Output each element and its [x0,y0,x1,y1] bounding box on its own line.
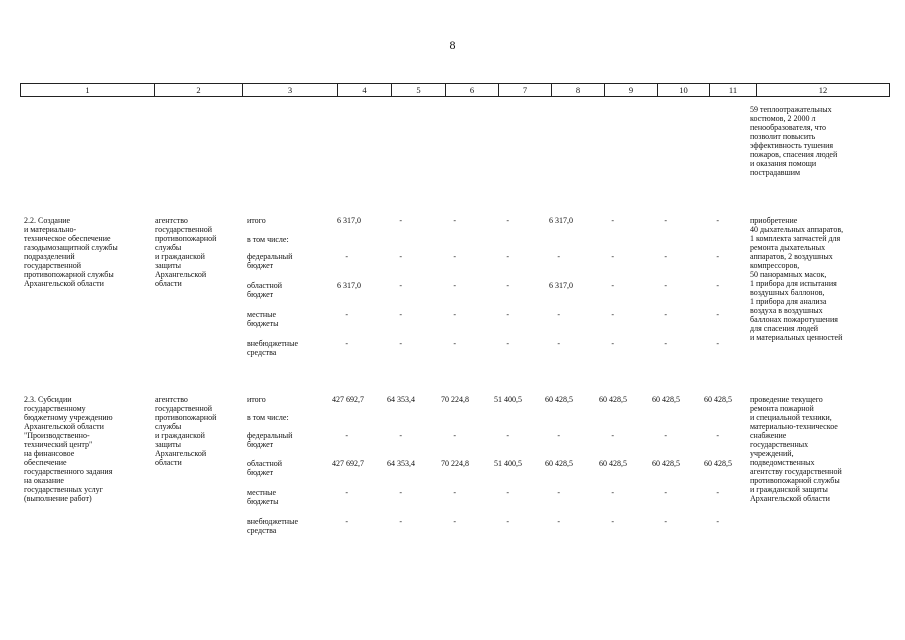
value-cell: 70 224,8 [441,459,469,468]
value-cell: 51 400,5 [494,459,522,468]
header-cell: 1 [85,85,90,95]
value-cell: - [345,431,348,440]
value-cell: 60 428,5 [652,395,680,404]
value-cell: - [664,252,667,261]
value-cell: 6 317,0 [337,216,361,225]
executor: агентство государственной противопожарной службы и гражданской защиты Архангельской области [155,395,217,467]
value-cell: 51 400,5 [494,395,522,404]
value-cell: - [664,488,667,497]
value-cell: 6 317,0 [337,281,361,290]
value-cell: - [664,216,667,225]
value-cell: - [664,310,667,319]
value-cell: - [611,517,614,526]
value-cell: - [506,252,509,261]
value-cell: 60 428,5 [652,459,680,468]
value-cell: - [345,252,348,261]
value-cell: - [716,310,719,319]
header-cell: 11 [709,84,756,96]
value-cell: 60 428,5 [599,395,627,404]
value-cell: 6 317,0 [549,216,573,225]
header-cell: 9 [604,84,657,96]
header-cell: 7 [498,84,551,96]
value-cell: - [399,339,402,348]
value-cell: - [611,252,614,261]
value-cell: 60 428,5 [545,395,573,404]
value-cell: - [345,310,348,319]
value-cell: - [345,488,348,497]
header-cell: 3 [242,84,337,96]
value-cell: - [664,281,667,290]
value-cell: - [345,517,348,526]
value-cell: - [453,252,456,261]
value-cell: - [399,281,402,290]
source-label: федеральный бюджет [247,431,293,449]
value-cell: 427 692,7 [332,459,364,468]
source-label: областной бюджет [247,281,283,299]
activity-name: 2.3. Субсидии государственному бюджетному учреждению Архангельской области "Производственно- технический центр" на финансовое обеспечение государственного задания на оказание государственных услуг (выполнение работ) [24,395,113,503]
value-cell: 6 317,0 [549,281,573,290]
header-cell: 10 [657,84,709,96]
value-cell: - [611,281,614,290]
value-cell: - [453,339,456,348]
source-label: местные бюджеты [247,310,279,328]
value-cell: 60 428,5 [545,459,573,468]
source-label: федеральный бюджет [247,252,293,270]
value-cell: - [664,431,667,440]
value-cell: - [557,339,560,348]
value-cell: - [557,431,560,440]
value-cell: - [611,488,614,497]
value-cell: 60 428,5 [704,459,732,468]
value-cell: - [453,488,456,497]
source-label: внебюджетные средства [247,339,298,357]
value-cell: - [557,310,560,319]
value-cell: - [716,281,719,290]
value-cell: - [611,431,614,440]
header-cell: 4 [337,84,391,96]
value-cell: 64 353,4 [387,459,415,468]
value-cell: - [506,431,509,440]
source-label: в том числе: [247,413,289,422]
header-cell: 6 [445,84,498,96]
value-cell: - [716,339,719,348]
header-cell: 8 [551,84,604,96]
header-cell: 2 [154,84,242,96]
value-cell: 70 224,8 [441,395,469,404]
value-cell: - [399,310,402,319]
value-cell: - [399,252,402,261]
continuation-note: 59 теплоотражательных костюмов, 2 2000 л пенообразователя, что позволит повысить эффективность тушения пожаров, спасения людей и оказания помощи пострадавшим [750,105,838,177]
value-cell: - [611,310,614,319]
value-cell: - [506,216,509,225]
value-cell: - [716,488,719,497]
source-label: внебюджетные средства [247,517,298,535]
value-cell: - [611,339,614,348]
value-cell: - [664,517,667,526]
value-cell: - [453,517,456,526]
value-cell: - [399,216,402,225]
source-label: итого [247,395,266,404]
value-cell: 60 428,5 [704,395,732,404]
value-cell: 427 692,7 [332,395,364,404]
value-cell: - [399,431,402,440]
value-cell: - [716,517,719,526]
source-label: областной бюджет [247,459,283,477]
value-cell: - [453,216,456,225]
value-cell: - [716,216,719,225]
value-cell: - [506,310,509,319]
value-cell: - [453,281,456,290]
executor: агентство государственной противопожарной службы и гражданской защиты Архангельской области [155,216,217,288]
expected-result: проведение текущего ремонта пожарной и специальной техники, материально-техническое снабжение государственных учреждений, подведомственных агентству государственной противопожарной службы и гражданской защиты Архангельской области [750,395,842,503]
value-cell: - [664,339,667,348]
activity-name: 2.2. Создание и материально- техническое обеспечение газодымозащитной службы подразделений государственной противопожарной службы Архангельской области [24,216,118,288]
value-cell: - [716,431,719,440]
value-cell: - [557,488,560,497]
value-cell: - [506,488,509,497]
value-cell: - [557,517,560,526]
value-cell: - [399,488,402,497]
source-label: итого [247,216,266,225]
value-cell: - [557,252,560,261]
header-cell: 5 [391,84,445,96]
value-cell: - [453,431,456,440]
value-cell: 64 353,4 [387,395,415,404]
value-cell: - [345,339,348,348]
source-label: в том числе: [247,235,289,244]
source-label: местные бюджеты [247,488,279,506]
value-cell: - [611,216,614,225]
expected-result: приобретение 40 дыхательных аппаратов, 1 комплекта запчастей для ремонта дыхательных аппаратов, 2 воздушных компрессоров, 50 панорамных масок, 1 прибора для испытания воздушных баллонов, 1 прибора для анализа воздуха в воздушных баллонах пожаротушения для спасения людей и материальных ценностей [750,216,844,342]
value-cell: - [399,517,402,526]
value-cell: - [716,252,719,261]
page-number: 8 [449,38,456,52]
value-cell: - [506,339,509,348]
value-cell: - [506,281,509,290]
header-cell: 12 [756,84,889,96]
value-cell: 60 428,5 [599,459,627,468]
value-cell: - [506,517,509,526]
table-header-row [20,83,890,97]
value-cell: - [453,310,456,319]
